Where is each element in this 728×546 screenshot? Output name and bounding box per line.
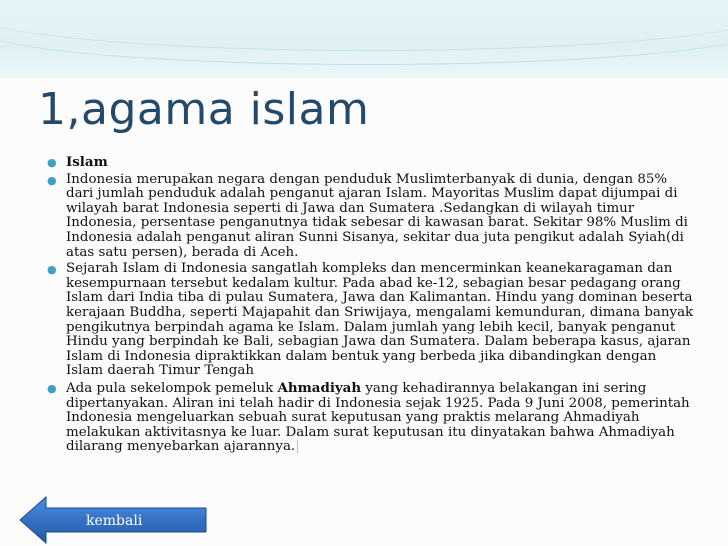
back-button[interactable] bbox=[18, 496, 208, 544]
list-item bbox=[47, 262, 697, 379]
bullet-icon: ● bbox=[47, 263, 57, 277]
item-bold-term: Ahmadiyah bbox=[277, 379, 362, 396]
item-text: Indonesia merupakan negara dengan penduduk Muslimterbanyak di dunia, dengan 85% dari jumlah penduduk adalah penganut ajaran Islam. Mayoritas Muslim dapat dijumpai di wilayah barat Indonesia seperti di Jawa dan Sumatera .Sedangkan di wilayah timur Indonesia, persentase penganutnya tidak sebesar di kawasan barat. Sekitar 98% Muslim di Indonesia adalah penganut aliran Sunni Sisanya, sekitar dua juta pengikut adalah Syiah(di atas satu persen), berada di Aceh. bbox=[66, 171, 688, 260]
back-button-label: kembali bbox=[86, 513, 143, 529]
item-text-pre: Ada pula sekelompok pemeluk bbox=[66, 380, 278, 396]
header-decoration bbox=[0, 0, 728, 78]
text-cursor-mark: | bbox=[295, 439, 300, 455]
item-text: Sejarah Islam di Indonesia sangatlah kompleks dan mencerminkan keanekaragaman dan kesempurnaan tersebut kedalam kultur. Pada abad ke-12, sebagian besar pedagang orang Islam dari India tiba di pulau Sumatera, Jawa dan Kalimantan. Hindu yang dominan beserta kerajaan Buddha, seperti Majapahit dan Sriwijaya, mengalami kemunduran, dimana banyak pengikutnya berpindah agama ke Islam. Dalam jumlah yang lebih kecil, banyak penganut Hindu yang berpindah ke Bali, sebagian Jawa dan Sumatera. Dalam beberapa kasus, ajaran Islam di Indonesia dipraktikkan dalam bentuk yang berbeda jika dibandingkan dengan Islam daerah Timur Tengah bbox=[66, 261, 694, 379]
bullet-list bbox=[47, 155, 697, 457]
item-text-post: yang kehadirannya belakangan ini sering dipertanyakan. Aliran ini telah hadir di Indonesia sejak 1925. Pada 9 Juni 2008, pemerintah Indonesia mengeluarkan sebuah surat keputusan yang praktis melarang Ahmadiyah melakukan aktivitasnya ke luar. Dalam surat keputusan itu dinyatakan bahwa Ahmadiyah dilarang menyebarkan ajarannya. bbox=[66, 380, 690, 455]
bullet-icon: ● bbox=[47, 156, 57, 169]
list-item bbox=[47, 173, 697, 261]
bullet-icon: ● bbox=[47, 173, 57, 187]
item-heading: Islam bbox=[66, 154, 108, 170]
list-item bbox=[47, 381, 697, 455]
slide-title: 1,agama islam bbox=[38, 84, 370, 135]
list-item bbox=[47, 155, 697, 171]
bullet-icon: ● bbox=[47, 381, 57, 395]
